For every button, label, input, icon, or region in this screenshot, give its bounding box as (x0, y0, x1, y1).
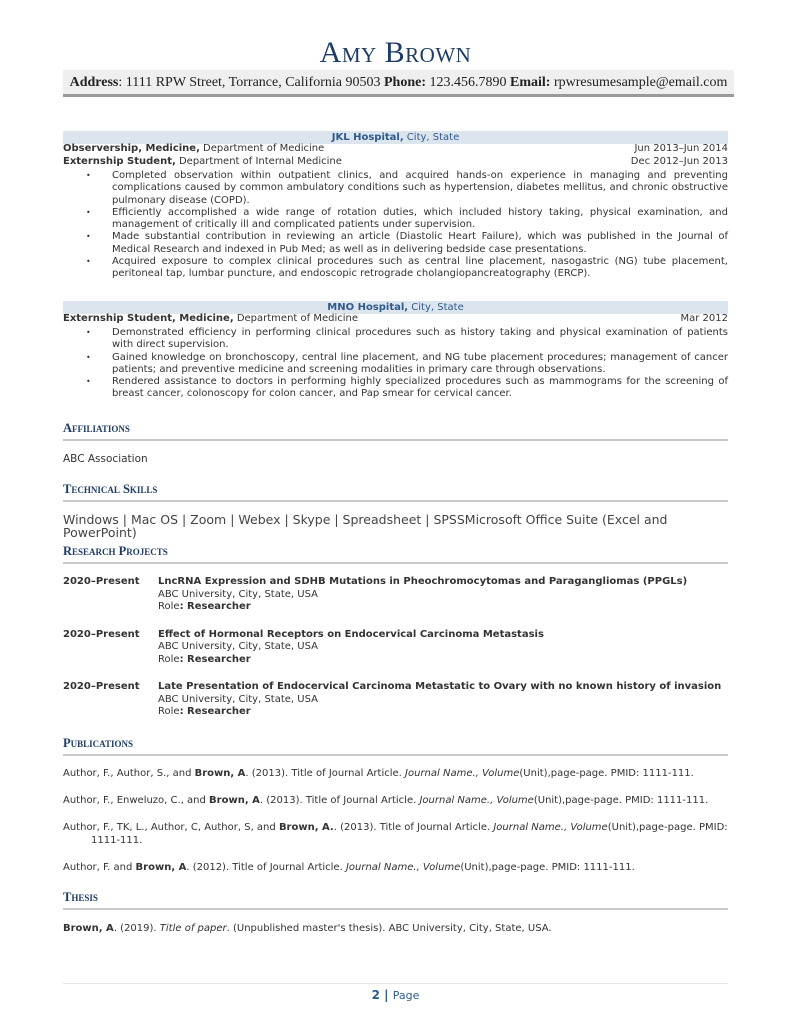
page-footer (0, 988, 791, 1002)
text-segment: . (2012). Title of Journal Article. (186, 862, 346, 873)
text-segment: Author, F., TK, L., Author, C, Author, S, and (63, 822, 279, 833)
italic-text: Journal Name., Volume (405, 768, 520, 779)
publication-entry (63, 794, 728, 807)
section-heading-technical-skills: Technical Skills (63, 482, 728, 502)
bullet-item: • Acquired exposure to complex clinical procedures such as central line placement, nasogastric (NG) tube placement, peritoneal tap, lumbar puncture, and endoscopic retrograde cholangiopancreatography (ERCP). (84, 256, 728, 281)
publication-entry (63, 821, 728, 847)
project-years: 2020–Present (63, 576, 140, 587)
bold-text: Brown, A (209, 795, 260, 806)
project-years: 2020–Present (63, 628, 140, 640)
role-label: Role (158, 706, 180, 717)
project-role (158, 706, 721, 719)
bullet-list (84, 327, 728, 401)
section-heading-publications: Publications (63, 736, 728, 756)
phone-label: Phone: (383, 75, 426, 90)
footer-divider (63, 983, 728, 984)
project-role (158, 654, 544, 667)
project-title: Effect of Hormonal Receptors on Endocervical Carcinoma Metastasis (158, 628, 544, 640)
bullet-item: • Demonstrated efficiency in performing clinical procedures such as history taking and physical examination of patients with direct supervision. (84, 327, 728, 352)
research-project (63, 576, 728, 614)
section-heading-affiliations: Affiliations (63, 421, 728, 441)
role-value: : Researcher (179, 601, 251, 612)
publication-entry (63, 767, 728, 780)
text-segment: . (2013). Title of Journal Article. (245, 768, 406, 779)
text-segment: . (2019). (113, 923, 160, 934)
page-label: Page (392, 989, 420, 1002)
role-title: Observership, Medicine, (63, 143, 200, 154)
role-info (63, 313, 358, 325)
role-dates: Dec 2012–Jun 2013 (630, 155, 728, 167)
project-details (158, 681, 721, 719)
italic-text: Journal Name., Volume (419, 795, 534, 806)
text-segment: . (2013). Title of Journal Article. (259, 795, 420, 806)
role-label: Role (158, 653, 180, 665)
publication-entry (63, 861, 728, 874)
role-info (63, 156, 342, 168)
project-organization: ABC University, City, State, USA (158, 641, 318, 652)
research-project (63, 629, 728, 667)
text-segment: . (2013). Title of Journal Article. (333, 822, 494, 833)
bold-text: Brown, A (194, 768, 246, 779)
research-project (63, 681, 728, 719)
section-heading-research-projects: Research Projects (63, 544, 728, 564)
page-separator: | (379, 988, 393, 1002)
bold-text: Brown, A. (278, 822, 334, 833)
hospital-name: MNO Hospital, (327, 302, 409, 313)
role-dates: Jun 2013–Jun 2014 (634, 143, 728, 154)
project-role (158, 601, 687, 614)
address-label: Address (69, 75, 119, 90)
text-segment: Author, F. and (63, 862, 136, 873)
italic-text: Journal Name., Volume (345, 862, 461, 873)
contact-bar (63, 70, 734, 97)
role-title: Externship Student, (63, 155, 176, 167)
role-value: : Researcher (179, 653, 251, 665)
thesis-entry (63, 922, 728, 935)
text-segment: Author, F., Enweluzo, C., and (63, 795, 210, 806)
bullet-item: • Rendered assistance to doctors in performing highly specialized procedures such as mammograms for the screening of breast cancer, colonoscopy for colon cancer, and Pap smear for cervical cancer. (84, 376, 728, 401)
role-department: Department of Medicine (199, 143, 325, 154)
address: : 1111 RPW Street, Torrance, California 90503 (118, 75, 384, 90)
text-segment: . (Unpublished master's thesis). ABC University, City, State, USA. (226, 923, 552, 934)
italic-text: Title of paper (159, 923, 227, 934)
project-details (158, 576, 687, 614)
email: rpwresumesample@email.com (550, 75, 728, 90)
role-department: Department of Medicine (233, 313, 359, 324)
italic-text: Journal Name., Volume (493, 822, 608, 833)
role-value: : Researcher (179, 706, 251, 717)
bold-text: Brown, A (135, 862, 187, 873)
role-row (63, 156, 728, 168)
project-years: 2020–Present (63, 681, 140, 692)
role-row (63, 143, 728, 155)
role-dates: Mar 2012 (680, 313, 728, 324)
bullet-item: • Gained knowledge on bronchoscopy, central line placement, and NG tube placement procedures; management of cancer patients; and preventive medicine and screening modalities in primary care through observations. (84, 352, 728, 377)
page-number: 2 (371, 988, 380, 1002)
role-row (63, 313, 728, 325)
hospital-location: City, State (408, 302, 464, 313)
text-segment: Author, F., Author, S., and (63, 768, 195, 779)
project-title: Late Presentation of Endocervical Carcinoma Metastatic to Ovary with no known history of invasion (158, 681, 722, 692)
email-label: Email: (509, 75, 551, 90)
section-heading-thesis: Thesis (63, 890, 728, 910)
text-segment: (Unit),page-page. PMID: 1111-111. (460, 862, 635, 873)
project-organization: ABC University, City, State, USA (158, 693, 318, 705)
resume-name: Amy Brown (319, 36, 472, 69)
hospital-name: JKL Hospital, (331, 132, 404, 143)
role-info (63, 143, 324, 155)
role-title: Externship Student, Medicine, (63, 313, 234, 324)
text-segment: (Unit),page-page. PMID: 1111-111. (91, 822, 728, 846)
project-title: LncRNA Expression and SDHB Mutations in Pheochromocytomas and Paragangliomas (PPGLs) (158, 576, 688, 587)
bullet-item: • Made substantial contribution in reviewing an article (Diastolic Heart Failure), which was published in the Journal of Medical Research and indexed in Pub Med; as well as in delivering bedside case presentations. (84, 231, 728, 256)
project-organization: ABC University, City, State, USA (158, 588, 318, 600)
project-details (158, 629, 544, 667)
bullet-item: • Efficiently accomplished a wide range of rotation duties, which included history taking, physical examination, and management of critically ill and complicated patients under supervision. (84, 207, 728, 232)
text-segment: (Unit),page-page. PMID: 1111-111. (533, 795, 709, 806)
role-department: Department of Internal Medicine (175, 155, 342, 167)
bold-text: Brown, A (63, 923, 114, 934)
role-label: Role (158, 601, 180, 612)
skills-list: Windows | Mac OS | Zoom | Webex | Skype | Spreadsheet | SPSSMicrosoft Office Suite (Excel and PowerPoint) (63, 512, 668, 540)
hospital-location: City, State (403, 132, 460, 143)
text-segment: (Unit),page-page. PMID: 1111-111. (519, 768, 694, 779)
phone: 123.456.7890 (425, 75, 510, 90)
affiliation-item: ABC Association (63, 453, 148, 465)
bullet-list (84, 170, 728, 281)
bullet-item: • Completed observation within outpatient clinics, and acquired hands-on experience in managing and preventing complications caused by common ambulatory conditions such as hypertension, diabetes mellitus, and chronic obstructive pulmonary disease (COPD). (84, 170, 728, 207)
